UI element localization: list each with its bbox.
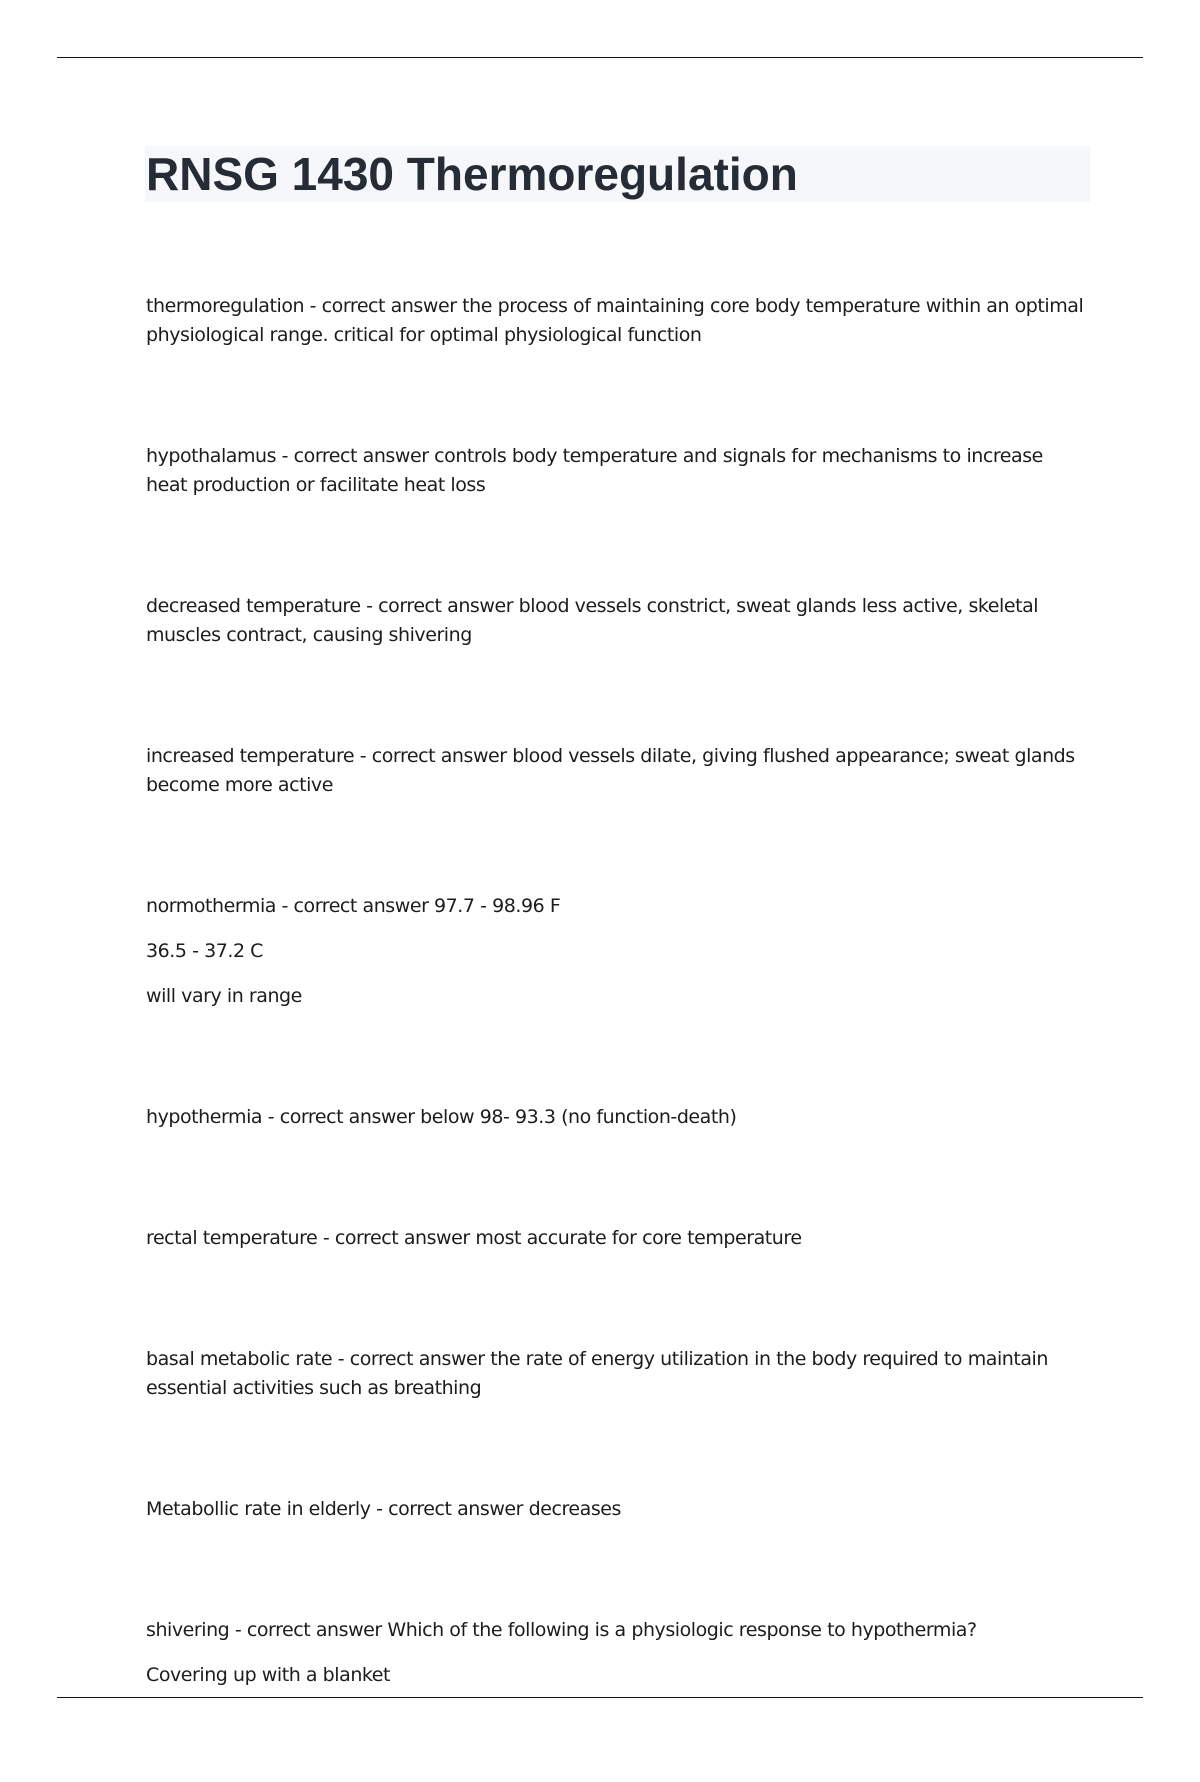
flashcard-entry-thermoregulation: [146, 292, 1086, 350]
flashcard-text: basal metabolic rate - correct answer the rate of energy utilization in the body required to maintain essential activities such as breathing: [146, 1348, 1048, 1399]
flashcard-text: increased temperature - correct answer blood vessels dilate, giving flushed appearance; sweat glands become more active: [146, 745, 1075, 796]
flashcard-entry-hypothalamus: [146, 442, 1086, 500]
footer-rule: [57, 1697, 1143, 1698]
flashcard-entry-increased-temperature: [146, 742, 1086, 800]
flashcard-subline-answer: Covering up with a blanket: [146, 1664, 391, 1686]
flashcard-text: shivering - correct answer Which of the following is a physiologic response to hypothermia?: [146, 1619, 977, 1641]
flashcard-entry-hypothermia: [146, 1103, 1086, 1132]
document-title: RNSG 1430 Thermoregulation: [146, 148, 798, 200]
flashcard-entry-metabolic-rate-elderly: [146, 1495, 1086, 1524]
flashcard-text: normothermia - correct answer 97.7 - 98.96 F: [146, 895, 561, 917]
flashcard-subline-celsius: 36.5 - 37.2 C: [146, 940, 264, 962]
flashcard-entry-basal-metabolic-rate: [146, 1345, 1086, 1403]
flashcard-entry-shivering: [146, 1616, 1086, 1690]
flashcard-text: rectal temperature - correct answer most accurate for core temperature: [146, 1227, 802, 1249]
flashcard-entry-rectal-temperature: [146, 1224, 1086, 1253]
flashcard-text: Metabollic rate in elderly - correct answer decreases: [146, 1498, 621, 1520]
flashcard-text: thermoregulation - correct answer the process of maintaining core body temperature within an optimal physiological range. critical for optimal physiological function: [146, 295, 1084, 346]
flashcard-text: hypothalamus - correct answer controls body temperature and signals for mechanisms to increase heat production or facilitate heat loss: [146, 445, 1043, 496]
flashcard-subline-note: will vary in range: [146, 985, 302, 1007]
flashcard-entry-normothermia: [146, 892, 1086, 1011]
flashcard-text: hypothermia - correct answer below 98- 93.3 (no function-death): [146, 1106, 737, 1128]
flashcard-text: decreased temperature - correct answer blood vessels constrict, sweat glands less active, skeletal muscles contract, causing shivering: [146, 595, 1039, 646]
flashcard-list: [146, 292, 1086, 1782]
flashcard-entry-decreased-temperature: [146, 592, 1086, 650]
header-rule: [57, 57, 1143, 58]
